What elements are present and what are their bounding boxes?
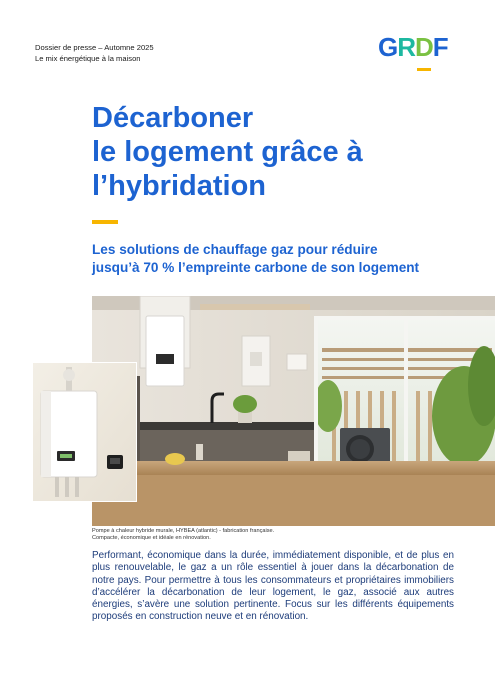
caption-line: Pompe à chaleur hybride murale, HYBEA (atlantic) - fabrication française. (92, 528, 275, 534)
press-kit-topic: Le mix énergétique à la maison (35, 53, 141, 63)
page-subtitle (92, 241, 472, 277)
title-line: l’hybridation (92, 170, 266, 202)
caption-line: Compacte, économique et idéale en rénovation. (92, 535, 211, 541)
subtitle-line: Les solutions de chauffage gaz pour réduire (92, 242, 378, 257)
grdf-logo-wordmark (378, 33, 448, 61)
photo-caption (92, 528, 492, 542)
heat-pump-illustration (33, 363, 136, 501)
logo-letter-g: G (378, 32, 398, 62)
logo-letter-r: R (397, 32, 416, 62)
subtitle-line: jusqu’à 70 % l’empreinte carbone de son logement (92, 260, 420, 275)
page-title (92, 101, 452, 203)
logo-letter-d: D (415, 32, 433, 62)
title-line: le logement grâce à (92, 136, 363, 168)
title-accent-bar (92, 220, 118, 224)
logo-accent-bar (417, 68, 431, 71)
logo-letter-f: F (432, 32, 448, 62)
intro-paragraph: Performant, économique dans la durée, immédiatement disponible, et de plus en plus renouvelable, le gaz a un rôle essentiel à jouer dans la décarbonation de notre pays. Pour permettre à tous les consommateurs et propriétaires immobiliers d’accélérer la décarbonation de leur logement, le gaz, associé aux autres énergies, s’avère une solution pertinente. Focus sur les différents équipements proposés en construction neuve et en rénovation. (92, 550, 454, 623)
grdf-logo (378, 33, 460, 75)
kitchen-photo (92, 296, 495, 526)
hybrid-heat-pump-photo (32, 362, 137, 502)
title-line: Décarboner (92, 102, 254, 134)
press-kit-header (35, 43, 154, 64)
kitchen-illustration (92, 296, 495, 526)
press-kit-date: Dossier de presse – Automne 2025 (35, 43, 154, 52)
